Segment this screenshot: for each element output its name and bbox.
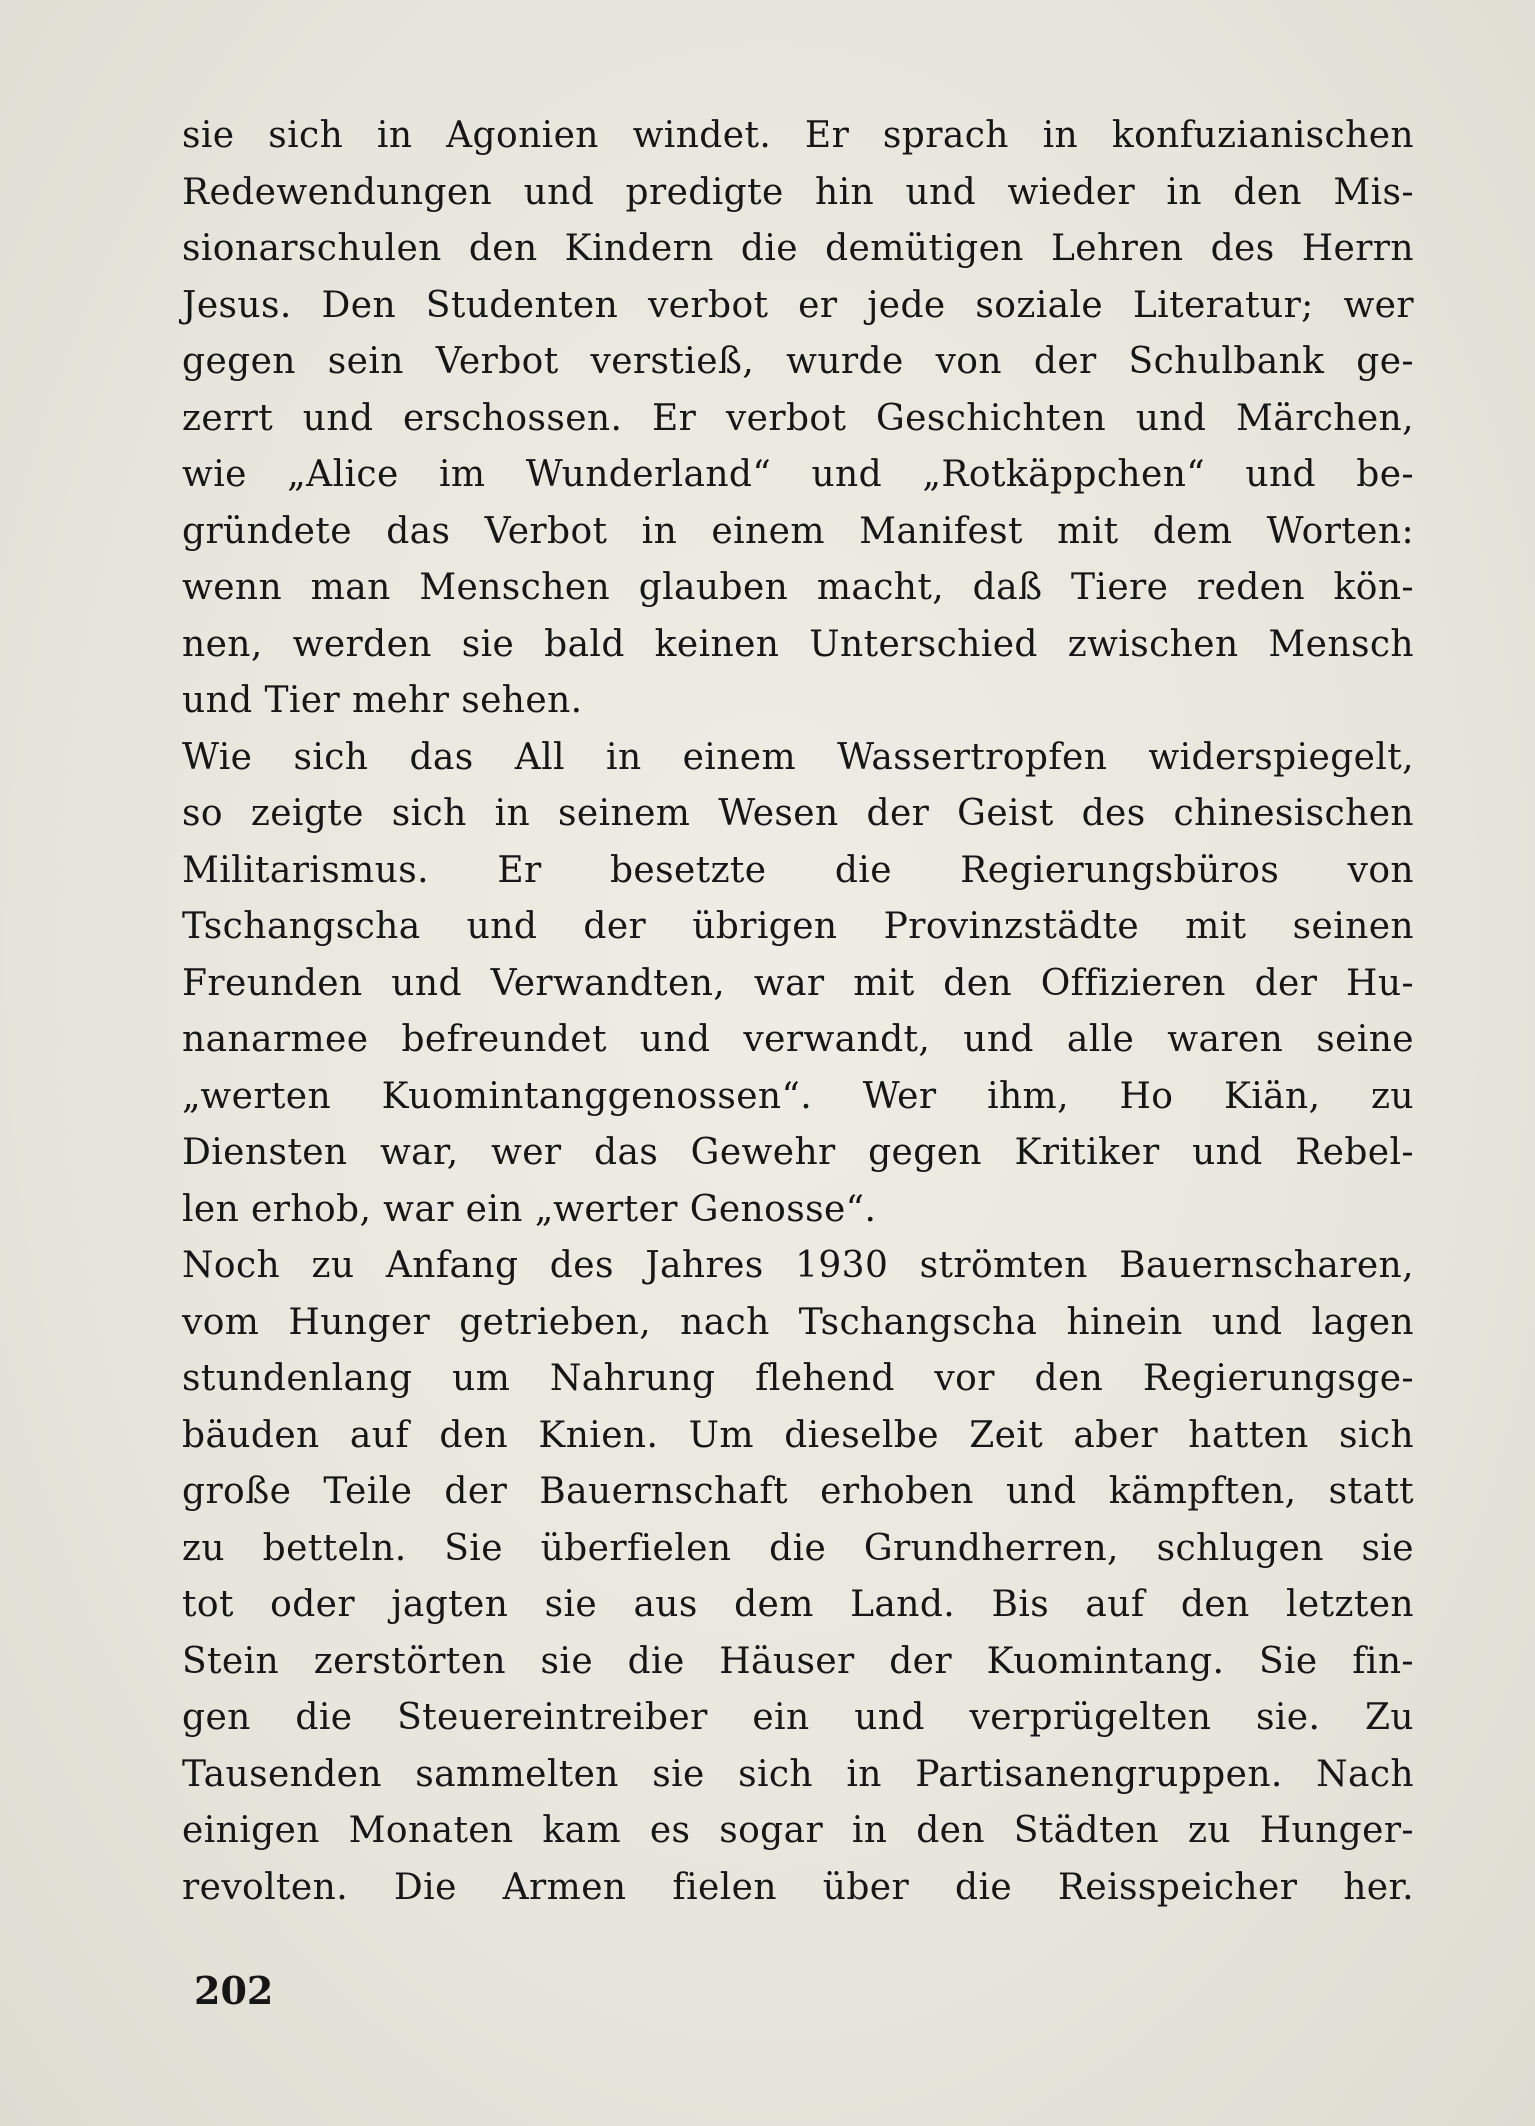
body-text	[182, 108, 1414, 1916]
text-line: Diensten war, wer das Gewehr gegen Kritiker und Rebel-	[182, 1132, 1414, 1173]
text-line: gen die Steuereintreiber ein und verprügelten sie. Zu	[182, 1697, 1414, 1738]
text-line: sie sich in Agonien windet. Er sprach in konfuzianischen	[182, 115, 1414, 156]
text-line: Jesus. Den Studenten verbot er jede soziale Literatur; wer	[182, 284, 1414, 326]
text-line: Stein zerstörten sie die Häuser der Kuomintang. Sie fin-	[182, 1640, 1414, 1682]
text-line: nen, werden sie bald keinen Unterschied zwischen Mensch	[182, 623, 1414, 665]
page-number: 202	[194, 1968, 274, 2013]
text-line: vom Hunger getrieben, nach Tschangscha hinein und lagen	[182, 1301, 1414, 1343]
text-line: len erhob, war ein „werter Genosse“.	[182, 1188, 877, 1230]
text-line: große Teile der Bauernschaft erhoben und kämpften, statt	[182, 1471, 1414, 1512]
text-line: revolten. Die Armen fielen über die Reisspeicher her.	[182, 1866, 1414, 1908]
text-line: sionarschulen den Kindern die demütigen Lehren des Herrn	[182, 228, 1414, 269]
text-line: Tausenden sammelten sie sich in Partisanengruppen. Nach	[182, 1753, 1414, 1795]
text-line: einigen Monaten kam es sogar in den Städten zu Hunger-	[182, 1810, 1414, 1851]
text-line: und Tier mehr sehen.	[182, 680, 583, 721]
text-line: Redewendungen und predigte hin und wieder in den Mis-	[182, 171, 1414, 213]
text-line: zerrt und erschossen. Er verbot Geschichten und Märchen,	[182, 397, 1414, 439]
text-line: Militarismus. Er besetzte die Regierungsbüros von	[182, 849, 1414, 891]
text-line: gegen sein Verbot verstieß, wurde von der Schulbank ge-	[182, 341, 1414, 382]
text-line: Wie sich das All in einem Wassertropfen widerspiegelt,	[182, 736, 1414, 778]
text-line: Noch zu Anfang des Jahres 1930 strömten Bauernscharen,	[182, 1245, 1414, 1286]
text-line: so zeigte sich in seinem Wesen der Geist des chinesischen	[182, 793, 1414, 834]
text-line: wenn man Menschen glauben macht, daß Tiere reden kön-	[182, 567, 1414, 608]
text-line: zu betteln. Sie überfielen die Grundherren, schlugen sie	[182, 1527, 1414, 1569]
text-line: gründete das Verbot in einem Manifest mit dem Worten:	[182, 510, 1414, 552]
text-line: „werten Kuomintanggenossen“. Wer ihm, Ho Kiän, zu	[182, 1075, 1414, 1117]
text-line: Freunden und Verwandten, war mit den Offizieren der Hu-	[182, 962, 1414, 1004]
text-line: wie „Alice im Wunderland“ und „Rotkäppchen“ und be-	[182, 454, 1414, 495]
text-line: stundenlang um Nahrung flehend vor den Regierungsge-	[182, 1358, 1414, 1399]
text-line: tot oder jagten sie aus dem Land. Bis auf den letzten	[182, 1584, 1414, 1625]
text-line: Tschangscha und der übrigen Provinzstädte mit seinen	[182, 906, 1414, 947]
text-line: nanarmee befreundet und verwandt, und alle waren seine	[182, 1019, 1414, 1060]
text-line: bäuden auf den Knien. Um dieselbe Zeit aber hatten sich	[182, 1414, 1414, 1456]
